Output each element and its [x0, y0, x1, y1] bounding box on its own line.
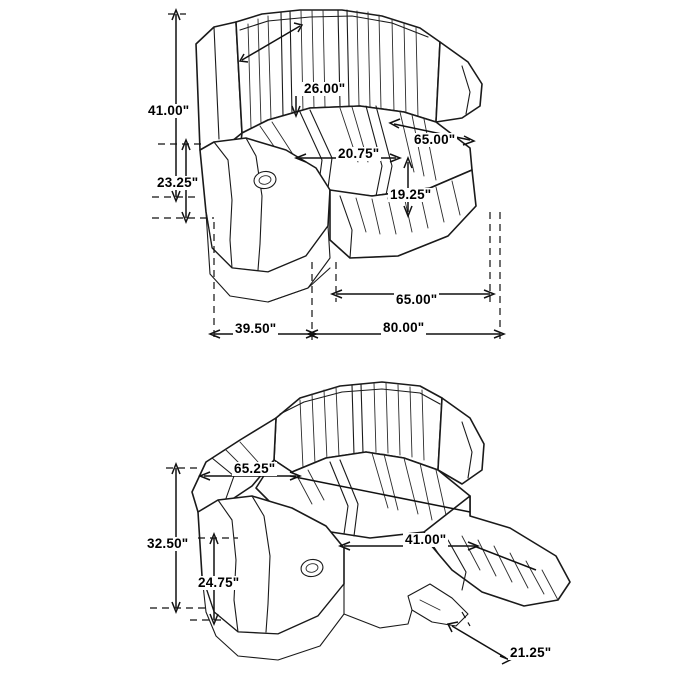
dim-label-sofa-seat-height: 19.25": [390, 187, 432, 202]
dim-label-sofa-depth: 39.50": [235, 321, 277, 336]
dim-label-loveseat-back-height: 32.50": [147, 536, 189, 551]
dim-label-loveseat-arm-height: 24.75": [198, 575, 240, 590]
dim-label-sofa-arm-height: 23.25": [157, 175, 199, 190]
dim-label-sofa-overall-width: 80.00": [383, 320, 425, 335]
dim-label-loveseat-overall-width: 65.25": [234, 461, 276, 476]
dim-label-sofa-seat-width: 65.00": [414, 132, 456, 147]
dim-label-loveseat-reclined-depth: 41.00": [405, 532, 447, 547]
loveseat-drawing: [192, 382, 570, 660]
dim-label-sofa-inside-width: 65.00": [396, 292, 438, 307]
dim-label-sofa-seat-depth: 20.75": [338, 146, 380, 161]
dim-label-loveseat-seat-height: 21.25": [510, 645, 552, 660]
dim-label-sofa-back-cushion-width: 26.00": [304, 81, 346, 96]
dim-label-sofa-back-height: 41.00": [148, 103, 190, 118]
